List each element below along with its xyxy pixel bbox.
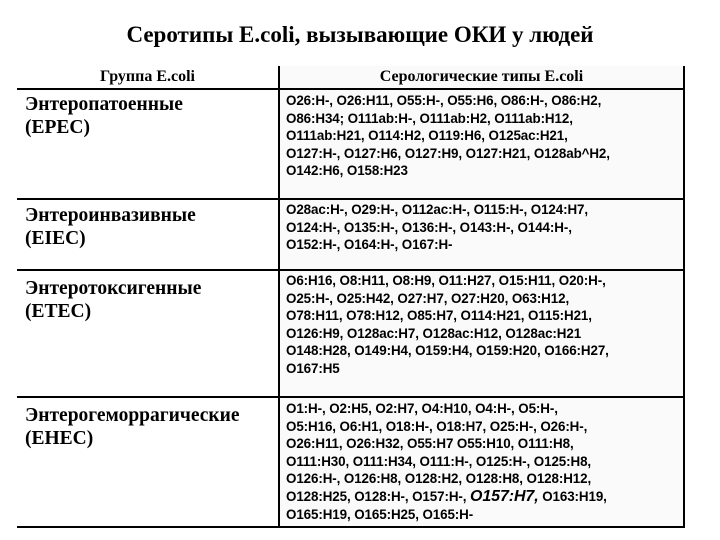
row-divider	[17, 269, 683, 271]
serotypes-eiec	[286, 201, 684, 254]
serotype-text: O128:H25, O128:H-, O157:H-,	[286, 488, 470, 504]
row-divider	[17, 198, 683, 200]
group-column	[17, 66, 280, 526]
serotype-line: O165:H19, O165:H25, O165:H-	[286, 506, 474, 522]
serotype-line: O1:H-, O2:H5, O2:H7, O4:H10, O4:H-, O5:H-,	[286, 401, 558, 416]
page-title: Серотипы E.coli, вызывающие ОКИ у людей	[126, 22, 594, 47]
serotype-column	[280, 66, 683, 526]
serotype-table	[17, 66, 685, 528]
serotype-line-emphasis	[286, 488, 684, 506]
serotype-line: O26:H11, O26:H32, O55:H7 O55:H10, O111:H8,	[286, 436, 574, 452]
group-etec	[25, 277, 280, 323]
serotype-line: O25:H-, O25:H42, O27:H7, O27:H20, O63:H12,	[286, 290, 570, 306]
group-code: (EPEC)	[25, 117, 90, 138]
group-code: (ETEC)	[25, 301, 92, 322]
serotype-line: O5:H16, O6:H1, O18:H-, O18:H7, O25:H-, O26:H-,	[286, 418, 588, 434]
serotype-line: O126:H-, O126:H8, O128:H2, O128:H8, O128:H12,	[286, 471, 592, 487]
group-name: Энтеротоксигенные	[25, 278, 202, 299]
serotype-line: O28ac:H-, O29:H-, O112ac:H-, O115:H-, O124:H7,	[286, 202, 589, 217]
serotype-text: O163:H19,	[538, 488, 607, 504]
serotype-line: O127:H-, O127:H6, O127:H9, O127:H21, O128ab^H2,	[286, 145, 610, 161]
serotype-line: O6:H16, O8:H11, O8:H9, O11:H27, O15:H11, O20:H-,	[286, 273, 606, 288]
serotype-line: O167:H5	[286, 360, 340, 376]
group-ehec	[25, 404, 280, 450]
highlighted-serotype: O157:H7,	[470, 487, 539, 505]
group-code: (EHEC)	[25, 428, 94, 449]
row-divider	[17, 396, 683, 398]
serotype-line: O111ab:H21, O114:H2, O119:H6, O125ac:H21,	[286, 128, 568, 144]
serotype-line: O126:H9, O128ac:H7, O128ac:H12, O128ac:H21	[286, 325, 582, 341]
serotype-line: O78:H11, O78:H12, O85:H7, O114:H21, O115:H21,	[286, 308, 592, 324]
serotype-line: O86:H34; O111ab:H-, O111ab:H2, O111ab:H12,	[286, 110, 573, 126]
group-name: Энтероинвазивные	[25, 205, 196, 226]
serotype-line: O26:H-, O26:H11, O55:H-, O55:H6, O86:H-, O86:H2,	[286, 93, 602, 108]
group-epec	[25, 93, 280, 139]
serotype-line: O148:H28, O149:H4, O159:H4, O159:H20, O166:H27,	[286, 343, 609, 359]
header-group: Группа E.coli	[17, 66, 278, 90]
serotype-line: O124:H-, O135:H-, O136:H-, O143:H-, O144:H-,	[286, 219, 572, 235]
group-eiec	[25, 204, 280, 250]
header-serotypes: Серологические типы E.coli	[280, 66, 683, 90]
serotypes-ehec	[286, 400, 684, 523]
group-code: (EIEC)	[25, 228, 86, 249]
group-name: Энтерогеморрагические	[25, 405, 240, 426]
serotypes-etec	[286, 272, 684, 378]
serotypes-epec	[286, 92, 684, 180]
serotype-line: O152:H-, O164:H-, O167:H-	[286, 237, 453, 253]
group-name: Энтеропатоенные	[25, 94, 183, 115]
serotype-line: O142:H6, O158:H23	[286, 163, 408, 179]
serotype-line: O111:H30, O111:H34, O111:H-, O125:H-, O125:H8,	[286, 453, 592, 469]
